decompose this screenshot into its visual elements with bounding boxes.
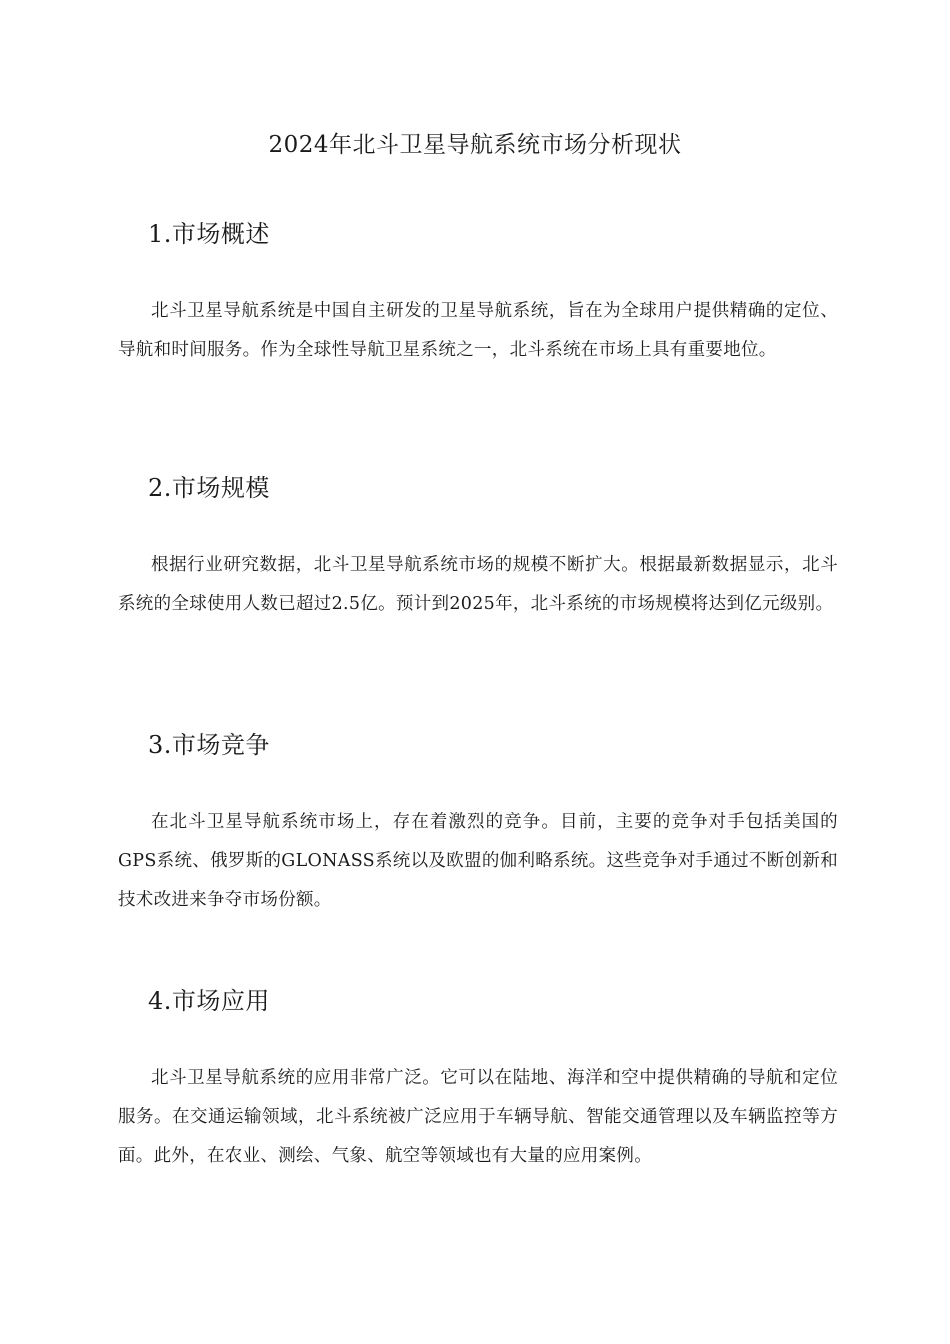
- section-market-overview: [118, 216, 838, 370]
- section-heading: 1.市场概述: [148, 220, 270, 248]
- section-heading: 3.市场竞争: [148, 731, 270, 759]
- section-market-competition: [118, 727, 838, 920]
- section-paragraph: 北斗卫星导航系统的应用非常广泛。它可以在陆地、海洋和空中提供精确的导航和定位服务。在交通运输领域，北斗系统被广泛应用于车辆导航、智能交通管理以及车辆监控等方面。此外，在农业、测绘、气象、航空等领域也有大量的应用案例。: [118, 1068, 838, 1166]
- section-paragraph: 根据行业研究数据，北斗卫星导航系统市场的规模不断扩大。根据最新数据显示，北斗系统的全球使用人数已超过2.5亿。预计到2025年，北斗系统的市场规模将达到亿元级别。: [118, 555, 838, 614]
- section-market-applications: [118, 983, 838, 1176]
- section-heading: 4.市场应用: [148, 987, 270, 1015]
- section-heading: 2.市场规模: [148, 474, 270, 502]
- document-title: 2024年北斗卫星导航系统市场分析现状: [268, 132, 682, 158]
- section-paragraph: 北斗卫星导航系统是中国自主研发的卫星导航系统，旨在为全球用户提供精确的定位、导航和时间服务。作为全球性导航卫星系统之一，北斗系统在市场上具有重要地位。: [118, 301, 838, 360]
- section-paragraph: 在北斗卫星导航系统市场上，存在着激烈的竞争。目前，主要的竞争对手包括美国的GPS系统、俄罗斯的GLONASS系统以及欧盟的伽利略系统。这些竞争对手通过不断创新和技术改进来争夺市场份额。: [118, 812, 838, 910]
- section-market-size: [118, 470, 838, 624]
